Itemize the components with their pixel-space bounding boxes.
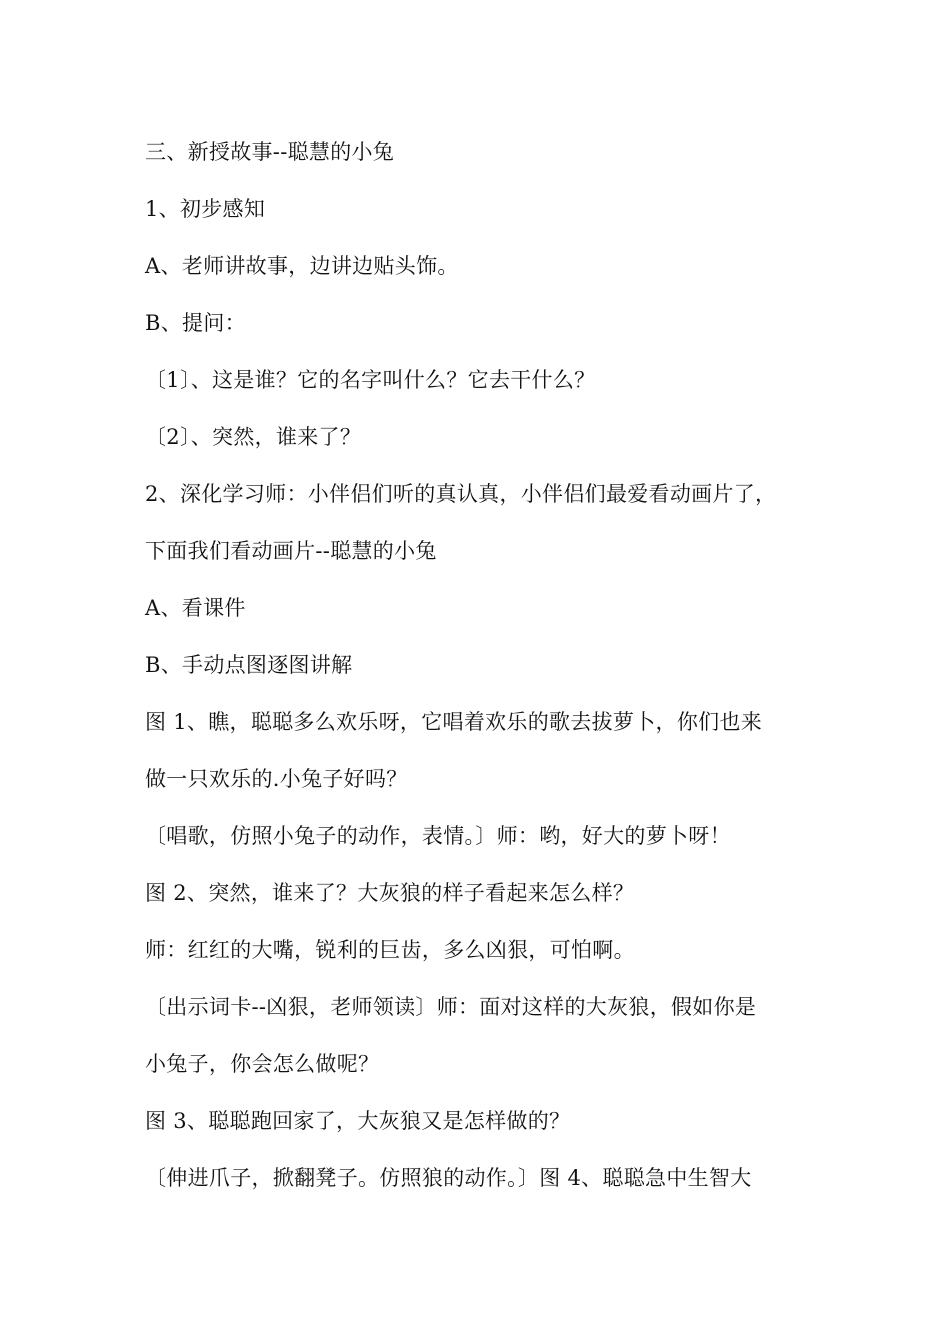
text-line: 师：红红的大嘴，锐利的巨齿，多么凶狠，可怕啊。 <box>145 938 635 962</box>
text-line: B、提问： <box>145 311 246 335</box>
text-line: A、老师讲故事，边讲边贴头饰。 <box>145 254 459 278</box>
document-body <box>145 133 845 1216</box>
text-line: 小兔子，你会怎么做呢？ <box>145 1052 380 1076</box>
text-line: 做一只欢乐的.小兔子好吗？ <box>145 767 408 791</box>
question-line: 〔1〕、这是谁？它的名字叫什么？它去干什么？ <box>145 368 596 392</box>
text-line: 〔唱歌，仿照小兔子的动作，表情。〕师：哟，好大的萝卜呀！ <box>145 824 731 848</box>
question-line: 〔2〕、突然，谁来了？ <box>145 425 362 449</box>
text-line: A、看课件 <box>145 596 246 620</box>
text-line: B、手动点图逐图讲解 <box>145 653 353 677</box>
subsection-heading: 1、初步感知 <box>145 197 266 221</box>
text-line: 下面我们看动画片--聪慧的小兔 <box>145 539 437 563</box>
section-heading: 三、新授故事--聪慧的小兔 <box>145 140 395 164</box>
text-line: 图 1、瞧，聪聪多么欢乐呀，它唱着欢乐的歌去拔萝卜，你们也来 <box>145 710 763 734</box>
text-line: 〔伸进爪子，掀翻凳子。仿照狼的动作。〕图 4、聪聪急中生智大 <box>145 1166 752 1190</box>
text-line: 图 3、聪聪跑回家了，大灰狼又是怎样做的？ <box>145 1109 571 1133</box>
text-line: 图 2、突然，谁来了？大灰狼的样子看起来怎么样？ <box>145 881 635 905</box>
text-line: 〔出示词卡--凶狠，老师领读〕师：面对这样的大灰狼，假如你是 <box>145 995 757 1019</box>
subsection-heading: 2、深化学习师：小伴侣们听的真认真，小伴侣们最爱看动画片了， <box>145 482 777 506</box>
